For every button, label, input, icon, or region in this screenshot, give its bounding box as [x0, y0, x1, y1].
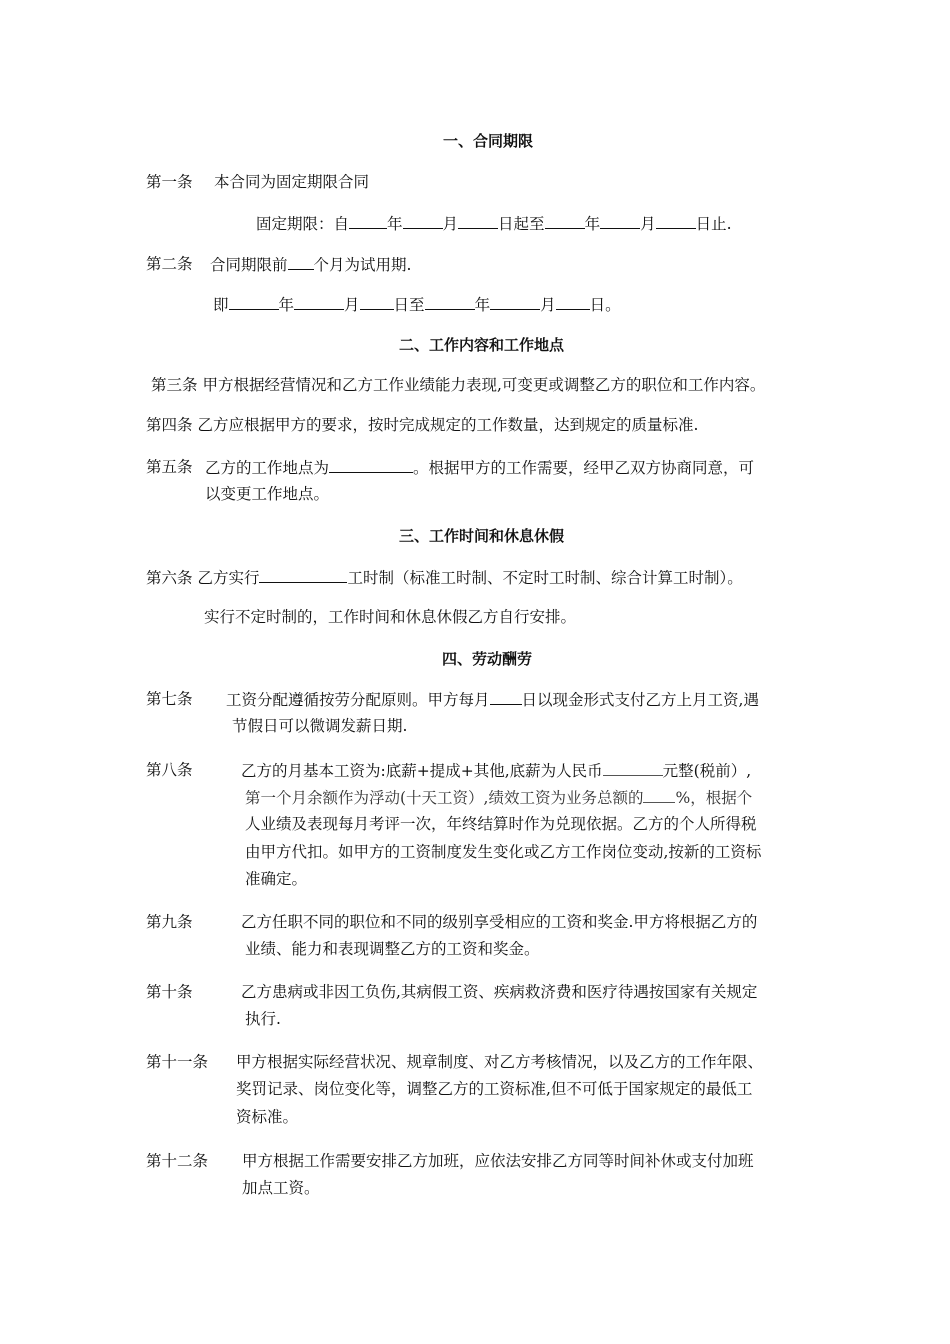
dates-prefix: 即: [213, 296, 229, 314]
section-heading-2: 二、工作内容和工作地点: [399, 336, 565, 354]
article-2-label: 第二条: [146, 255, 193, 273]
period-day-to: 日起至: [498, 215, 545, 233]
article-7-text: [226, 688, 759, 711]
blank-field: [259, 566, 347, 583]
section-heading-4: 四、劳动酬劳: [442, 650, 533, 668]
article-11-line2: 奖罚记录、岗位变化等，调整乙方的工资标准,但不可低于国家规定的最低工: [236, 1080, 753, 1098]
period-year: 年: [387, 215, 403, 233]
article-11-line3: 资标准。: [236, 1108, 299, 1126]
blank-field: [603, 759, 663, 776]
blank-field: [643, 786, 675, 803]
dates-day-to: 日至: [393, 296, 425, 314]
period-prefix: 固定期限：自: [256, 215, 350, 233]
article-8-l1-pre: 乙方的月基本工资为:底薪+提成+其他,底薪为人民币: [241, 762, 603, 780]
article-3-text: 甲方根据经营情况和乙方工作业绩能力表现,可变更或调整乙方的职位和工作内容。: [202, 376, 766, 394]
blank-field: [425, 293, 475, 310]
article-12-label: 第十二条: [146, 1152, 209, 1170]
article-7-pre: 工资分配遵循按劳分配原则。甲方每月: [226, 691, 490, 709]
article-2-dates: [213, 293, 621, 316]
blank-field: [329, 456, 413, 473]
blank-field: [458, 212, 498, 229]
article-5-text: [205, 456, 754, 479]
article-8-line4: 由甲方代扣。如甲方的工资制度发生变化或乙方工作岗位变动,按新的工资标: [245, 843, 762, 861]
article-6: [146, 566, 743, 589]
article-7-line2: 节假日可以微调发薪日期.: [232, 717, 408, 735]
section-heading-1: 一、合同期限: [443, 132, 534, 150]
dates-month-2: 月: [540, 296, 556, 314]
article-6-label: 第六条: [146, 569, 193, 587]
blank-field: [490, 293, 540, 310]
blank-field: [556, 293, 590, 310]
article-2-text: [210, 253, 411, 276]
article-8-l1-post: 元整(税前）,: [662, 762, 752, 780]
article-1-label: 第一条: [146, 173, 193, 191]
blank-field: [229, 293, 279, 310]
article-5-label: 第五条: [146, 458, 193, 476]
article-5-pre: 乙方的工作地点为: [205, 459, 330, 477]
period-year-2: 年: [584, 215, 601, 233]
blank-field: [294, 293, 344, 310]
blank-field: [656, 212, 696, 229]
article-3: [151, 374, 765, 396]
article-8-line3: 人业绩及表现每月考评一次，年终结算时作为兑现依据。乙方的个人所得税: [245, 815, 757, 833]
blank-field: [288, 253, 314, 270]
article-8-l2-pre: 第一个月余额作为浮动(十天工资）,绩效工资为业务总额的: [245, 789, 644, 807]
article-2-post: 个月为试用期.: [313, 256, 412, 274]
period-month: 月: [442, 215, 459, 233]
dates-end: 日。: [589, 296, 621, 314]
blank-field: [600, 212, 640, 229]
article-7-label: 第七条: [146, 690, 193, 708]
article-9-label: 第九条: [146, 913, 193, 931]
article-8-line2: [245, 786, 752, 809]
article-9-line2: 业绩、能力和表现调整乙方的工资和奖金。: [245, 940, 540, 958]
article-3-label: 第三条: [151, 376, 198, 394]
article-7-post: 日以现金形式支付乙方上月工资,遇: [521, 691, 759, 709]
period-end: 日止.: [695, 215, 732, 233]
blank-field: [545, 212, 585, 229]
article-1-period: [256, 212, 732, 235]
period-month-2: 月: [640, 215, 656, 233]
article-10-line1: 乙方患病或非因工负伤,其病假工资、疾病救济费和医疗待遇按国家有关规定: [241, 983, 758, 1001]
article-11-label: 第十一条: [146, 1053, 209, 1071]
blank-field: [360, 293, 394, 310]
article-10-line2: 执行.: [245, 1010, 281, 1028]
blank-field: [349, 212, 387, 229]
article-8-label: 第八条: [146, 761, 193, 779]
article-6-pre: 乙方实行: [197, 569, 260, 587]
dates-year-2: 年: [474, 296, 491, 314]
article-1-text: 本合同为固定期限合同: [214, 173, 370, 191]
section-heading-3: 三、工作时间和休息休假: [399, 527, 565, 545]
blank-field: [403, 212, 443, 229]
dates-month: 月: [344, 296, 360, 314]
article-5-post: 。根据甲方的工作需要，经甲乙双方协商同意，可: [413, 459, 755, 477]
article-12-line2: 加点工资。: [242, 1179, 320, 1197]
dates-year: 年: [278, 296, 295, 314]
article-5-line2: 以变更工作地点。: [205, 485, 330, 503]
article-4-text: 乙方应根据甲方的要求，按时完成规定的工作数量，达到规定的质量标准.: [197, 416, 699, 434]
article-4: [146, 414, 698, 436]
article-11-line1: 甲方根据实际经营状况、规章制度、对乙方考核情况，以及乙方的工作年限、: [236, 1053, 764, 1071]
article-6-note: 实行不定时制的，工作时间和休息休假乙方自行安排。: [204, 608, 577, 626]
article-9-line1: 乙方任职不同的职位和不同的级别享受相应的工资和奖金.甲方将根据乙方的: [241, 913, 758, 931]
article-2-pre: 合同期限前: [210, 256, 288, 274]
article-6-post: 工时制（标准工时制、不定时工时制、综合计算工时制）。: [347, 569, 743, 587]
article-8-l2-post: %，根据个: [675, 789, 753, 807]
article-10-label: 第十条: [146, 983, 193, 1001]
article-12-line1: 甲方根据工作需要安排乙方加班，应依法安排乙方同等时间补休或支付加班: [242, 1152, 754, 1170]
blank-field: [490, 688, 522, 705]
article-8-line1: [241, 759, 751, 782]
article-8-line5: 准确定。: [245, 870, 308, 888]
article-4-label: 第四条: [146, 416, 193, 434]
